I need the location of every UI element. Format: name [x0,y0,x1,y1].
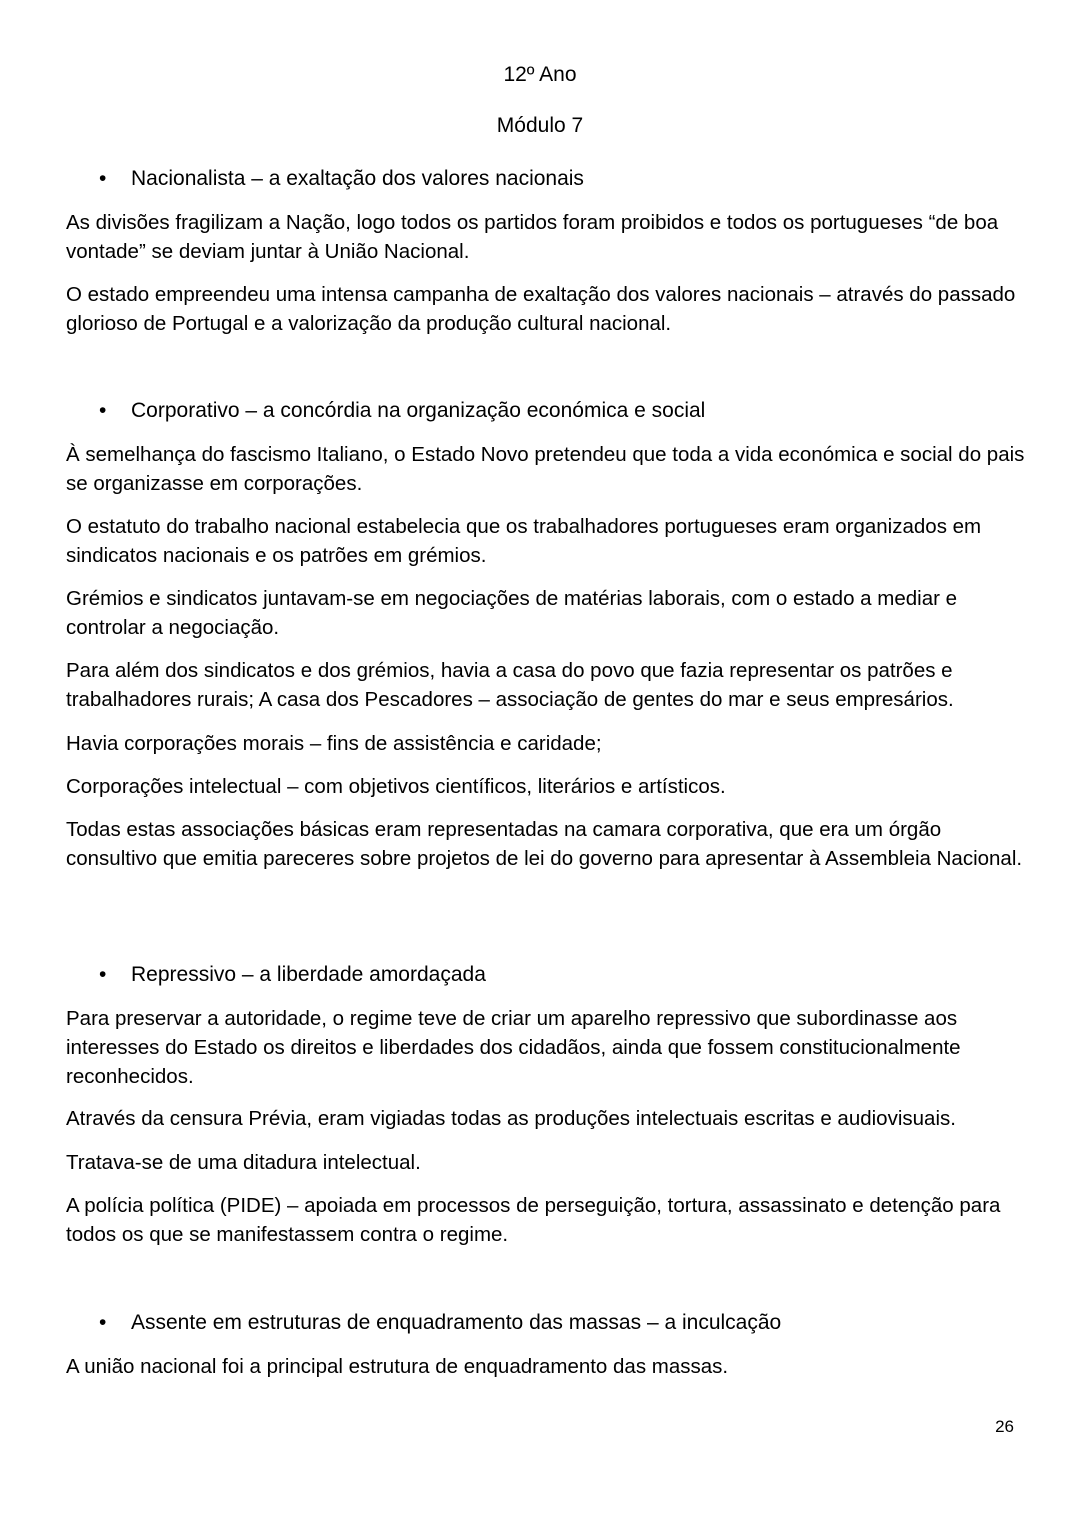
paragraph: Para além dos sindicatos e dos grémios, havia a casa do povo que fazia representar os patrões e trabalhadores rurais; A casa dos Pescadores – associação de gentes do mar e seus empresários. [66,659,954,711]
bullet-icon: • [99,1311,107,1334]
bullet-heading-enquadramento: • Assente em estruturas de enquadramento das massas – a inculcação [99,1308,781,1337]
bullet-icon: • [99,399,107,422]
bullet-icon: • [99,963,107,986]
paragraph: Para preservar a autoridade, o regime teve de criar um aparelho repressivo que subordinasse aos interesses do Estado os direitos e liberdades dos cidadãos, ainda que fossem constitucionalmente reconhecidos. [66,1007,961,1088]
paragraph: As divisões fragilizam a Nação, logo todos os partidos foram proibidos e todos os portugueses “de boa vontade” se deviam juntar à União Nacional. [66,211,999,263]
paragraph: Tratava-se de uma ditadura intelectual. [66,1151,421,1174]
bullet-heading-nacionalista: • Nacionalista – a exaltação dos valores nacionais [99,164,584,193]
bullet-heading-corporativo: • Corporativo – a concórdia na organização económica e social [99,396,705,425]
paragraph: À semelhança do fascismo Italiano, o Estado Novo pretendeu que toda a vida económica e social do pais se organizasse em corporações. [66,443,1025,495]
paragraph: A união nacional foi a principal estrutura de enquadramento das massas. [66,1355,729,1378]
paragraph: Corporações intelectual – com objetivos científicos, literários e artísticos. [66,775,726,798]
paragraph: O estatuto do trabalho nacional estabelecia que os trabalhadores portugueses eram organizados em sindicatos nacionais e os patrões em grémios. [66,515,982,567]
bullet-icon: • [99,167,107,190]
paragraph: Havia corporações morais – fins de assistência e caridade; [66,732,602,755]
paragraph: A polícia política (PIDE) – apoiada em processos de perseguição, tortura, assassinato e detenção para todos os que se manifestassem contra o regime. [66,1194,1001,1246]
module-heading: Módulo 7 [496,114,584,137]
paragraph: O estado empreendeu uma intensa campanha de exaltação dos valores nacionais – através do passado glorioso de Portugal e a valorização da produção cultural nacional. [66,283,1016,335]
paragraph: Todas estas associações básicas eram representadas na camara corporativa, que era um órgão consultivo que emitia pareceres sobre projetos de lei do governo para apresentar à Assembleia Nacional. [66,818,1023,870]
page-number: 26 [995,1417,1014,1436]
paragraph: Grémios e sindicatos juntavam-se em negociações de matérias laborais, com o estado a mediar e controlar a negociação. [66,587,958,639]
year-heading: 12º Ano [503,63,577,86]
bullet-heading-repressivo: • Repressivo – a liberdade amordaçada [99,960,486,989]
paragraph: Através da censura Prévia, eram vigiadas todas as produções intelectuais escritas e audiovisuais. [66,1107,956,1130]
